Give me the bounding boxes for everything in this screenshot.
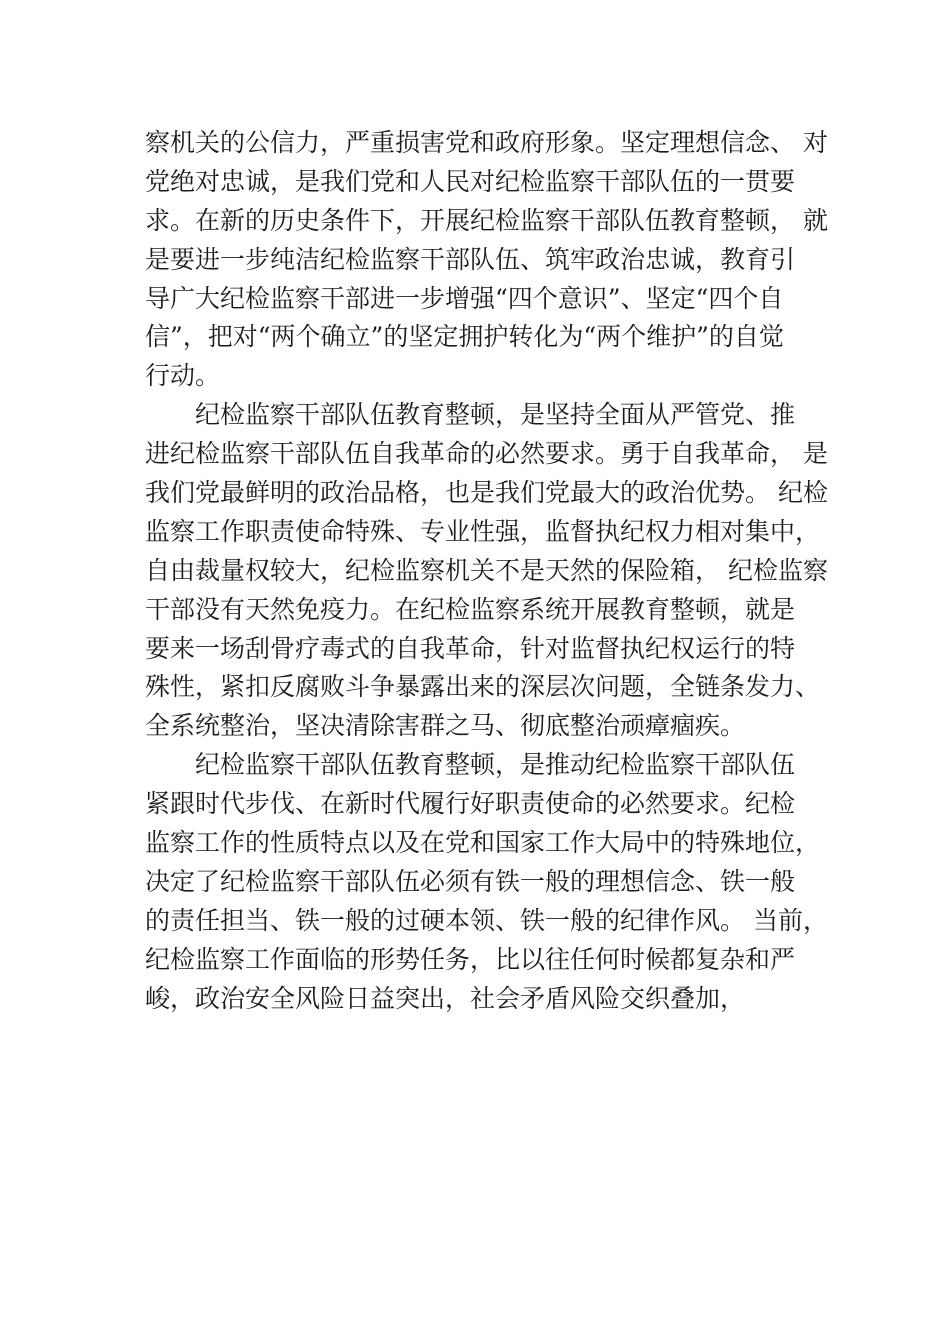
text-line: 监察工作的性质特点以及在党和国家工作大局中的特殊地位，: [145, 828, 821, 858]
text-line: 求。在新的历史条件下，开展纪检监察干部队伍教育整顿， 就: [145, 205, 828, 235]
text-line: 纪检监察干部队伍教育整顿，是坚持全面从严管党、推: [145, 400, 796, 430]
text-line: 察机关的公信力，严重损害党和政府形象。坚定理想信念、 对: [145, 128, 828, 157]
text-line: 是要进一步纯洁纪检监察干部队伍、筑牢政治忠诚，教育引: [145, 244, 796, 274]
body-text: [145, 124, 835, 1018]
text-line: 监察工作职责使命特殊、专业性强，监督执纪权力相对集中，: [145, 516, 821, 546]
text-line: 峻，政治安全风险日益突出，社会矛盾风险交织叠加，: [145, 983, 746, 1013]
paragraph-1: [145, 124, 835, 396]
text-line: 导广大纪检监察干部进一步增强“四个意识”、坚定“四个自: [145, 283, 784, 313]
text-line: 决定了纪检监察干部队伍必须有铁一般的理想信念、铁一般: [145, 866, 796, 896]
text-line: 的责任担当、铁一般的过硬本领、铁一般的纪律作风。 当前，: [145, 905, 828, 935]
text-line: 全系统整治，坚决清除害群之马、彻底整治顽瘴痼疾。: [145, 711, 746, 741]
text-line: 纪检监察干部队伍教育整顿，是推动纪检监察干部队伍: [145, 750, 796, 780]
text-line: 行动。: [145, 361, 221, 391]
text-line: 纪检监察工作面临的形势任务，比以往任何时候都复杂和严: [145, 944, 796, 974]
paragraph-2: [145, 396, 835, 746]
text-line: 殊性，紧扣反腐败斗争暴露出来的深层次问题，全链条发力、: [145, 672, 821, 702]
text-line: 自由裁量权较大，纪检监察机关不是天然的保险箱， 纪检监察: [145, 555, 828, 585]
text-line: 我们党最鲜明的政治品格，也是我们党最大的政治优势。 纪检: [145, 478, 828, 508]
text-line: 党绝对忠诚，是我们党和人民对纪检监察干部队伍的一贯要: [145, 166, 796, 196]
text-line: 干部没有天然免疫力。在纪检监察系统开展教育整顿，就是: [145, 594, 796, 624]
text-line: 信”，把对“两个确立”的坚定拥护转化为“两个维护”的自觉: [145, 322, 784, 352]
text-line: 要来一场刮骨疗毒式的自我革命，针对监督执纪权运行的特: [145, 633, 796, 663]
paragraph-3: [145, 746, 835, 1018]
text-line: 紧跟时代步伐、在新时代履行好职责使命的必然要求。纪检: [145, 789, 796, 819]
text-line: 进纪检监察干部队伍自我革命的必然要求。勇于自我革命， 是: [145, 439, 828, 469]
